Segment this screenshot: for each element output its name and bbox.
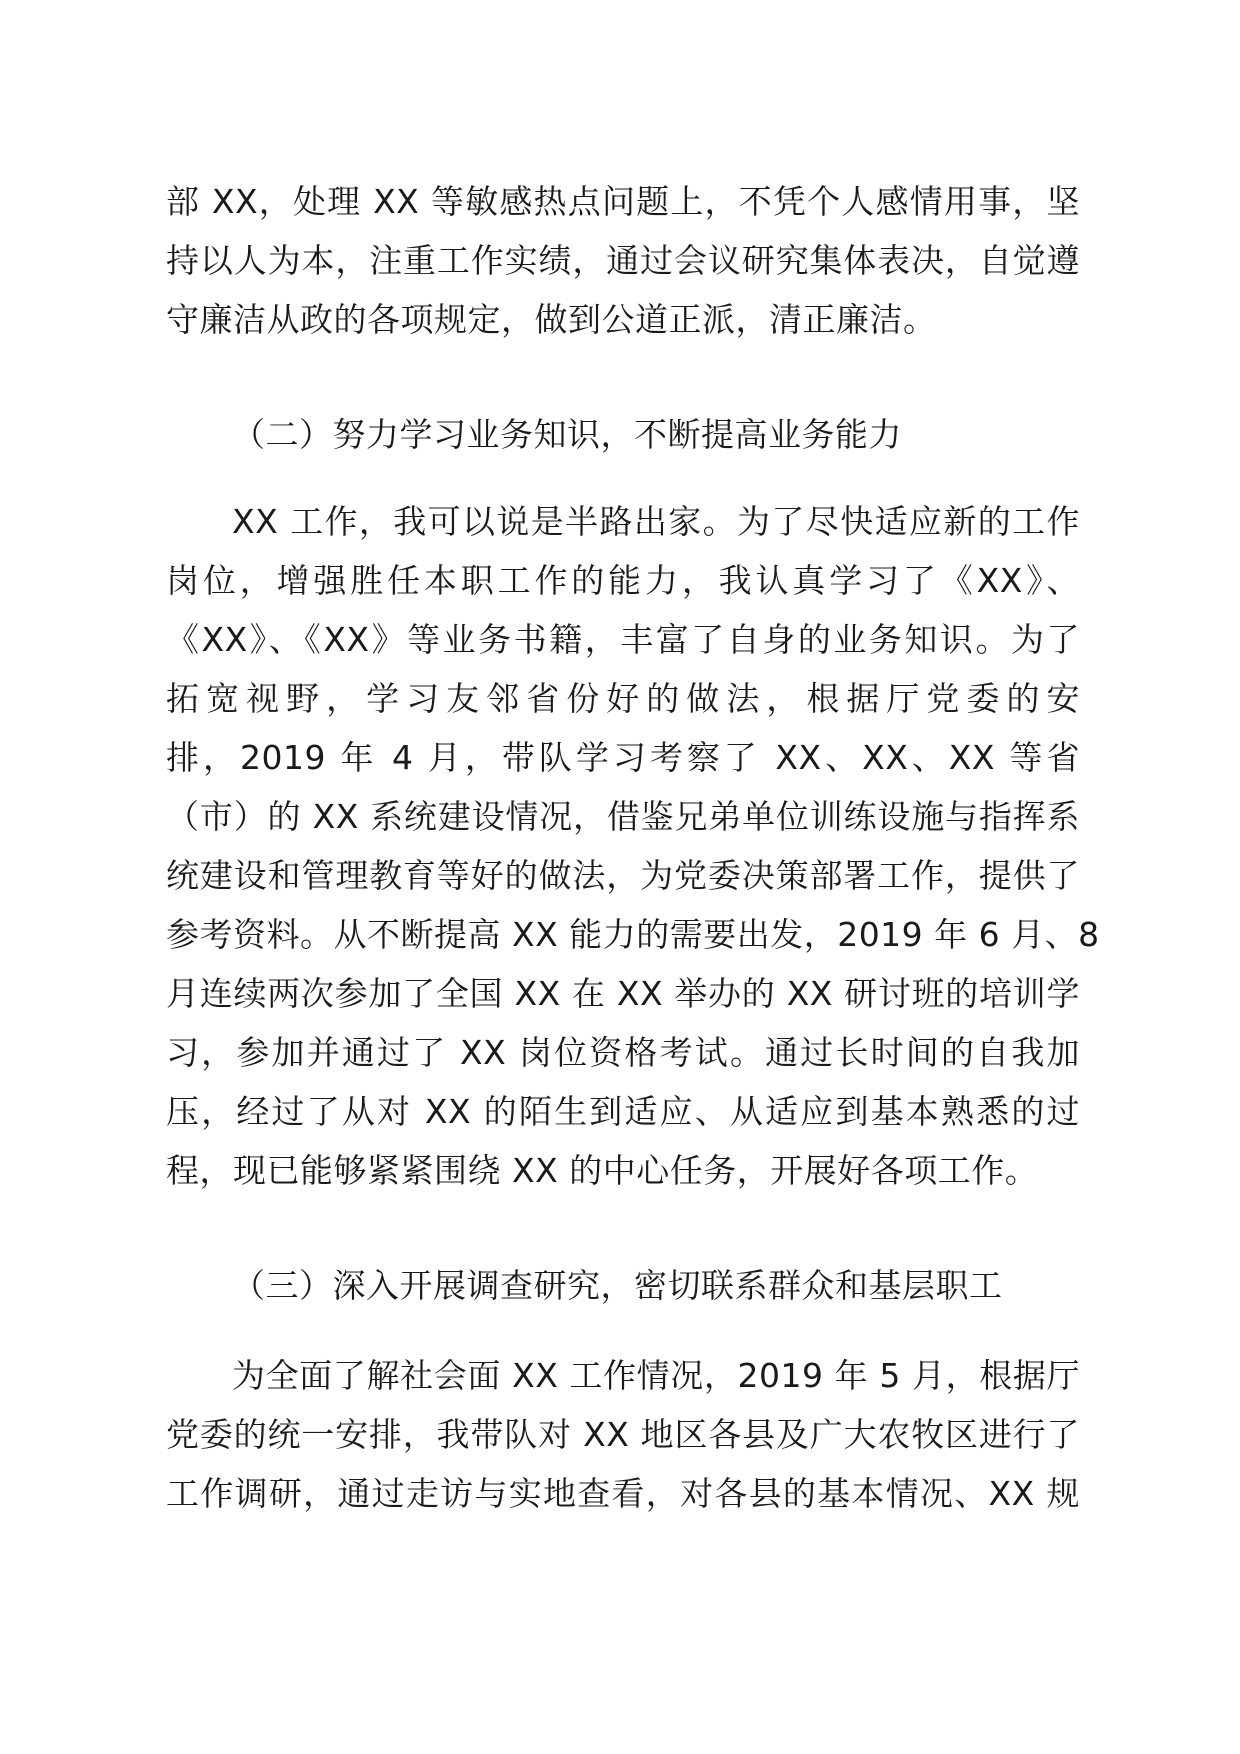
text-line: 守廉洁从政的各项规定，做到公道正派，清正廉洁。: [166, 300, 937, 339]
text-line: 压，经过了从对 XX 的陌生到适应、从适应到基本熟悉的过: [166, 1092, 1080, 1131]
text-line: 为全面了解社会面 XX 工作情况，2019 年 5 月，根据厅: [232, 1356, 1081, 1395]
text-line: 统建设和管理教育等好的做法，为党委决策部署工作，提供了: [166, 856, 1080, 895]
text-line: XX 工作，我可以说是半路出家。为了尽快适应新的工作: [232, 502, 1080, 541]
section-heading: （三）深入开展调查研究，密切联系群众和基层职工: [232, 1266, 1003, 1305]
text-line: 《XX》、《XX》等业务书籍，丰富了自身的业务知识。为了: [166, 620, 1080, 659]
text-line: 持以人为本，注重工作实绩，通过会议研究集体表决，自觉遵: [166, 241, 1080, 280]
text-line: 习，参加并通过了 XX 岗位资格考试。通过长时间的自我加: [166, 1033, 1080, 1072]
text-line: （市）的 XX 系统建设情况，借鉴兄弟单位训练设施与指挥系: [166, 797, 1080, 836]
text-line: 党委的统一安排，我带队对 XX 地区各县及广大农牧区进行了: [166, 1415, 1080, 1454]
text-line: 拓宽视野，学习友邻省份好的做法，根据厅党委的安: [166, 679, 1080, 718]
text-line: 月连续两次参加了全国 XX 在 XX 举办的 XX 研讨班的培训学: [166, 974, 1080, 1013]
section-heading: （二）努力学习业务知识，不断提高业务能力: [232, 415, 902, 454]
text-line: 部 XX，处理 XX 等敏感热点问题上，不凭个人感情用事，坚: [166, 182, 1080, 221]
text-line: 工作调研，通过走访与实地查看，对各县的基本情况、XX 规: [166, 1474, 1080, 1513]
text-line: 排，2019 年 4 月，带队学习考察了 XX、XX、XX 等省: [166, 738, 1080, 777]
text-line: 岗位，增强胜任本职工作的能力，我认真学习了《XX》、: [166, 561, 1080, 600]
text-line: 程，现已能够紧紧围绕 XX 的中心任务，开展好各项工作。: [166, 1151, 1039, 1190]
text-line: 参考资料。从不断提高 XX 能力的需要出发，2019 年 6 月、8: [166, 915, 1100, 954]
